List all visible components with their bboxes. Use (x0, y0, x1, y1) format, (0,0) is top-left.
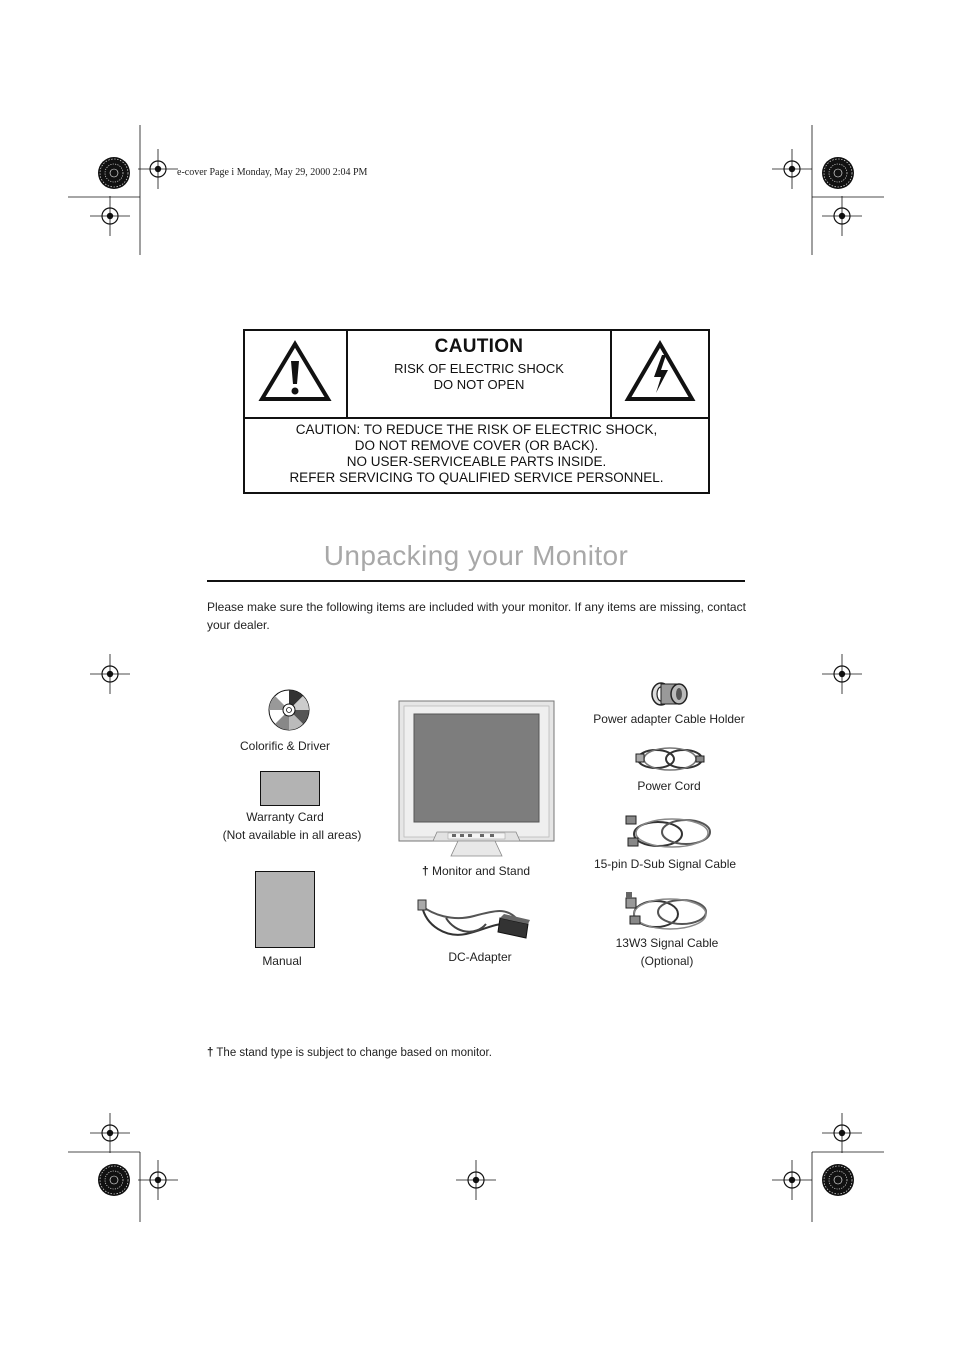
caution-left-cell (245, 331, 348, 417)
footnote-dagger: † (207, 1047, 214, 1059)
footnote (207, 1047, 492, 1059)
print-header: e-cover Page i Monday, May 29, 2000 2:04 PM (177, 167, 368, 178)
cable-holder-image (649, 681, 691, 707)
13w3-cable-image (624, 890, 710, 934)
section-title: Unpacking your Monitor (323, 540, 629, 571)
power-cord-image (634, 744, 706, 774)
monitor-image (398, 700, 555, 860)
caution-right-cell (610, 331, 708, 417)
label-dsub-signal-cable: 15-pin D-Sub Signal Cable (593, 857, 737, 871)
caution-body-line-4: REFER SERVICING TO QUALIFIED SERVICE PERSONNEL. (289, 470, 664, 485)
lightning-triangle-icon (612, 331, 708, 417)
cd-icon (267, 688, 311, 732)
label-monitor-and-stand (400, 862, 552, 880)
exclamation-triangle-icon (245, 331, 346, 417)
intro-paragraph: Please make sure the following items are included with your monitor. If any items are missing, contact your dealer. (207, 600, 746, 632)
dagger-mark: † (421, 864, 429, 878)
manual-image (255, 871, 315, 948)
label-monitor-text: Monitor and Stand (428, 864, 531, 878)
label-power-cord: Power Cord (637, 779, 701, 793)
label-warranty-card-line-1: Warranty Card (246, 810, 324, 824)
caution-body-line-2: DO NOT REMOVE COVER (OR BACK). (354, 438, 599, 453)
dc-adapter-image (416, 896, 532, 944)
label-power-adapter-cable-holder: Power adapter Cable Holder (593, 712, 745, 726)
label-13w3-signal-cable (586, 934, 748, 970)
label-13w3-line-1: 13W3 Signal Cable (615, 936, 719, 950)
caution-subtitle-line-2: DO NOT OPEN (433, 377, 525, 392)
caution-box (243, 329, 710, 494)
caution-body-line-3: NO USER-SERVICEABLE PARTS INSIDE. (346, 454, 607, 469)
label-manual: Manual (262, 954, 302, 968)
title-rule (207, 580, 745, 582)
caution-body (245, 419, 708, 492)
dsub-cable-image (624, 812, 714, 852)
label-warranty-card (200, 808, 370, 844)
label-colorific-driver: Colorific & Driver (239, 739, 330, 753)
caution-body-line-1: CAUTION: TO REDUCE THE RISK OF ELECTRIC SHOCK, (295, 422, 658, 437)
caution-subtitle (348, 361, 610, 393)
caution-title: CAUTION (434, 336, 524, 357)
caution-subtitle-line-1: RISK OF ELECTRIC SHOCK (394, 361, 564, 376)
label-13w3-line-2: (Optional) (640, 954, 694, 968)
label-dc-adapter: DC-Adapter (448, 950, 512, 964)
footnote-text: The stand type is subject to change based on monitor. (213, 1047, 492, 1059)
caution-header-cell (348, 331, 610, 417)
caution-top-row (245, 331, 708, 419)
label-warranty-card-line-2: (Not available in all areas) (222, 828, 362, 842)
warranty-card-image (260, 771, 320, 806)
